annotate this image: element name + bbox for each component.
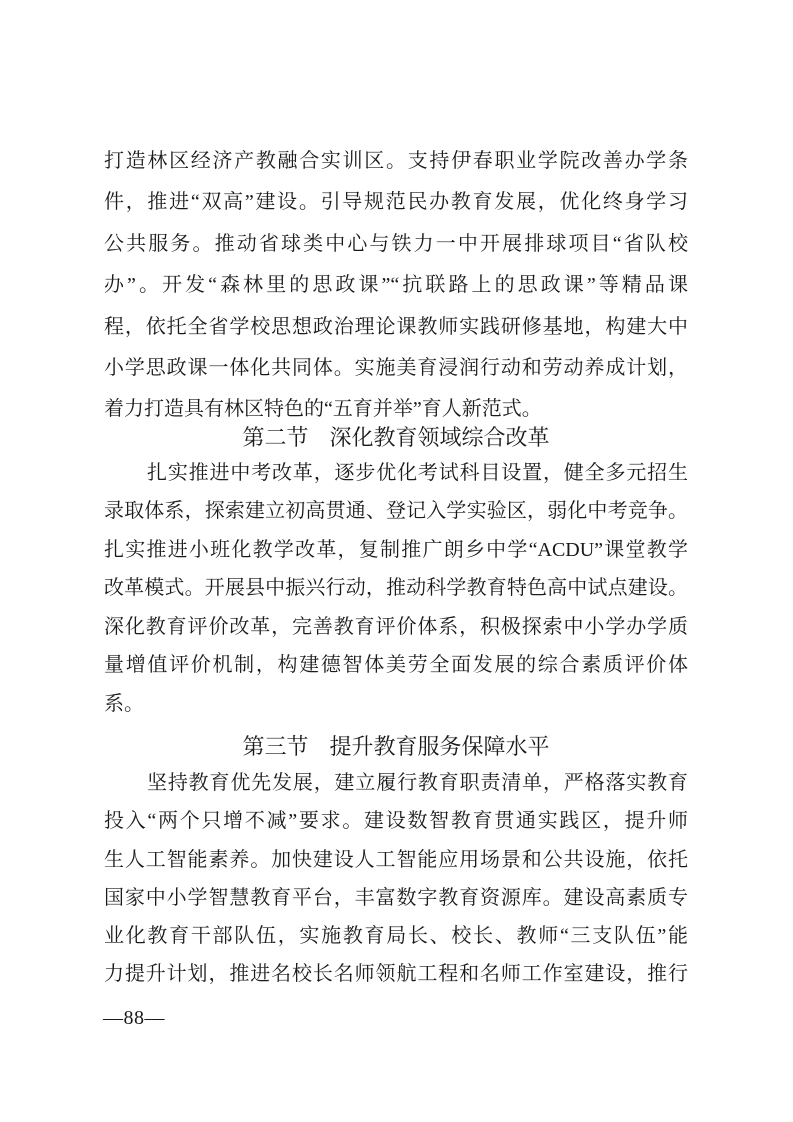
section-number-label: 第二节 [242,425,309,450]
text-line: 扎实推进小班化教学改革，复制推广朗乡中学“ACDU”课堂教学 [104,538,688,561]
text-line: 量增值评价机制，构建德智体美劳全面发展的综合素质评价体 [104,654,688,677]
text-line: 业化教育干部队伍，实施教育局长、校长、教师“三支队伍”能 [104,925,688,948]
text-line: 着力打造具有林区特色的“五育并举”育人新范式。 [104,398,542,421]
text-line: 小学思政课一体化共同体。实施美育浸润行动和劳动养成计划， [104,357,688,380]
para-2 [104,454,688,723]
text-line: 改革模式。开展县中振兴行动，推动科学教育特色高中试点建设。 [104,577,688,600]
heading-section-2 [104,419,688,457]
heading-section-3 [104,728,688,766]
section-title: 提升教育服务保障水平 [329,734,550,759]
text-line: 生人工智能素养。加快建设人工智能应用场景和公共设施，依托 [104,848,688,871]
text-line: 坚持教育优先发展，建立履行教育职责清单，严格落实教育 [147,772,688,794]
para-3 [104,764,688,994]
text-line: 程，依托全省学校思想政治理论课教师实践研修基地，构建大中 [104,315,688,338]
para-1 [104,141,688,431]
text-line: 国家中小学智慧教育平台，丰富数字教育资源库。建设高素质专 [104,886,688,909]
text-line: 投入“两个只增不减”要求。建设数智教育贯通实践区，提升师 [104,810,688,833]
text-line: 系。 [104,692,144,715]
text-line: 扎实推进中考改革，逐步优化考试科目设置，健全多元招生 [147,462,688,484]
section-title: 深化教育领域综合改革 [329,425,550,450]
text-line: 打造林区经济产教融合实训区。支持伊春职业学院改善办学条 [104,150,688,172]
text-line: 录取体系，探索建立初高贯通、登记入学实验区，弱化中考竞争。 [104,500,688,523]
text-line: 力提升计划，推进名校长名师领航工程和名师工作室建设，推行 [104,963,688,986]
page-number: —88— [103,1007,165,1029]
section-number-label: 第三节 [242,734,309,759]
text-line: 件，推进“双高”建设。引导规范民办教育发展，优化终身学习 [104,191,688,214]
text-line: 公共服务。推动省球类中心与铁力一中开展排球项目“省队校 [104,232,688,255]
text-line: 深化教育评价改革，完善教育评价体系，积极探索中小学办学质 [104,615,688,638]
text-line: 办”。开发“森林里的思政课”“抗联路上的思政课”等精品课 [104,274,688,297]
